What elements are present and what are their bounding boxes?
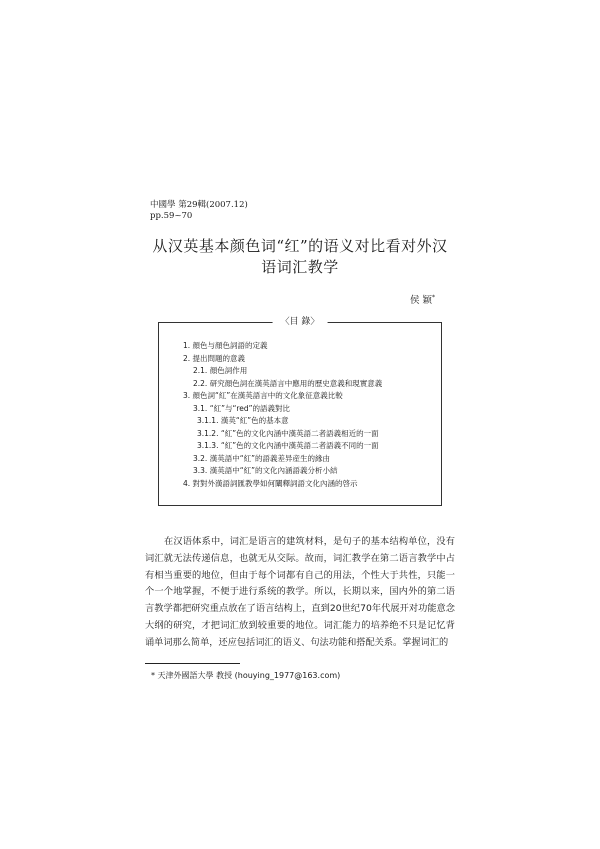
footnote-text: 天津外國語大學 教授 (houying_1977@163.com) bbox=[157, 671, 341, 680]
toc-item: 4. 對對外漢語詞匯教學如何闡釋詞語文化內涵的啓示 bbox=[183, 478, 358, 488]
footnote-mark: * bbox=[151, 671, 155, 680]
toc-item: 3.1. “紅”与“red”的語義對比 bbox=[193, 403, 291, 413]
toc-item: 3.1.2. “紅”色的文化內涵中漢英語二者語義相近的一面 bbox=[197, 428, 379, 438]
paper-title bbox=[100, 236, 500, 278]
journal-info bbox=[150, 200, 248, 222]
toc-item: 3.1.1. 漢英“紅”色的基本意 bbox=[197, 416, 289, 425]
toc-heading: 〈目 錄〉 bbox=[273, 316, 328, 329]
author-footnote-mark: * bbox=[432, 293, 436, 301]
footnote bbox=[151, 671, 340, 681]
toc-item: 3. 顔色詞“紅”在漢英語言中的文化象征意義比較 bbox=[183, 391, 343, 400]
journal-issue: 中國學 第29輯(2007.12) bbox=[150, 200, 248, 210]
toc-item: 2.2. 研究顔色詞在漢英語言中應用的歷史意義和現實意義 bbox=[193, 378, 383, 388]
title-line-2: 语词汇教学 bbox=[261, 258, 339, 276]
title-line-1: 从汉英基本颜色词“红”的语义对比看对外汉 bbox=[152, 237, 448, 255]
page-range: pp.59~70 bbox=[150, 211, 193, 221]
toc-item: 2. 提出問題的意義 bbox=[183, 353, 246, 363]
toc-item: 2.1. 顔色詞作用 bbox=[193, 366, 248, 375]
toc-item: 3.3. 漢英語中“紅”的文化內涵語義分析小結 bbox=[193, 466, 338, 475]
author-name: 侯 颖 bbox=[410, 295, 433, 306]
toc-item: 1. 顔色与顔色詞語的定義 bbox=[183, 341, 268, 350]
table-of-contents bbox=[158, 317, 442, 506]
toc-list bbox=[159, 340, 441, 490]
toc-item: 3.1.3. “紅”色的文化內涵中漢英語二者語義不同的一面 bbox=[197, 441, 379, 450]
footnote-divider bbox=[145, 663, 240, 664]
author bbox=[410, 292, 435, 306]
body-paragraph: 在汉语体系中，词汇是语言的建筑材料，是句子的基本结构单位，没有词汇就无法传递信息，也就无从交际。故而，词汇教学在第二语言教学中占有相当重要的地位，但由于每个词都有自己的用法，个性大于共性，只能一个一个地掌握，不便于进行系统的教学。所以，长期以来，国内外的第二语言教学都把研究重点放在了语言结构上，直到20世纪70年代展开对功能意念大纲的研究，才把词汇放到较重要的地位。词汇能力的培养绝不只是记忆背诵单词那么简单，还应包括词汇的语义、句法功能和搭配关系。掌握词汇的 bbox=[145, 536, 455, 648]
toc-item: 3.2. 漢英語中“紅”的語義差异産生的緣由 bbox=[193, 453, 330, 463]
